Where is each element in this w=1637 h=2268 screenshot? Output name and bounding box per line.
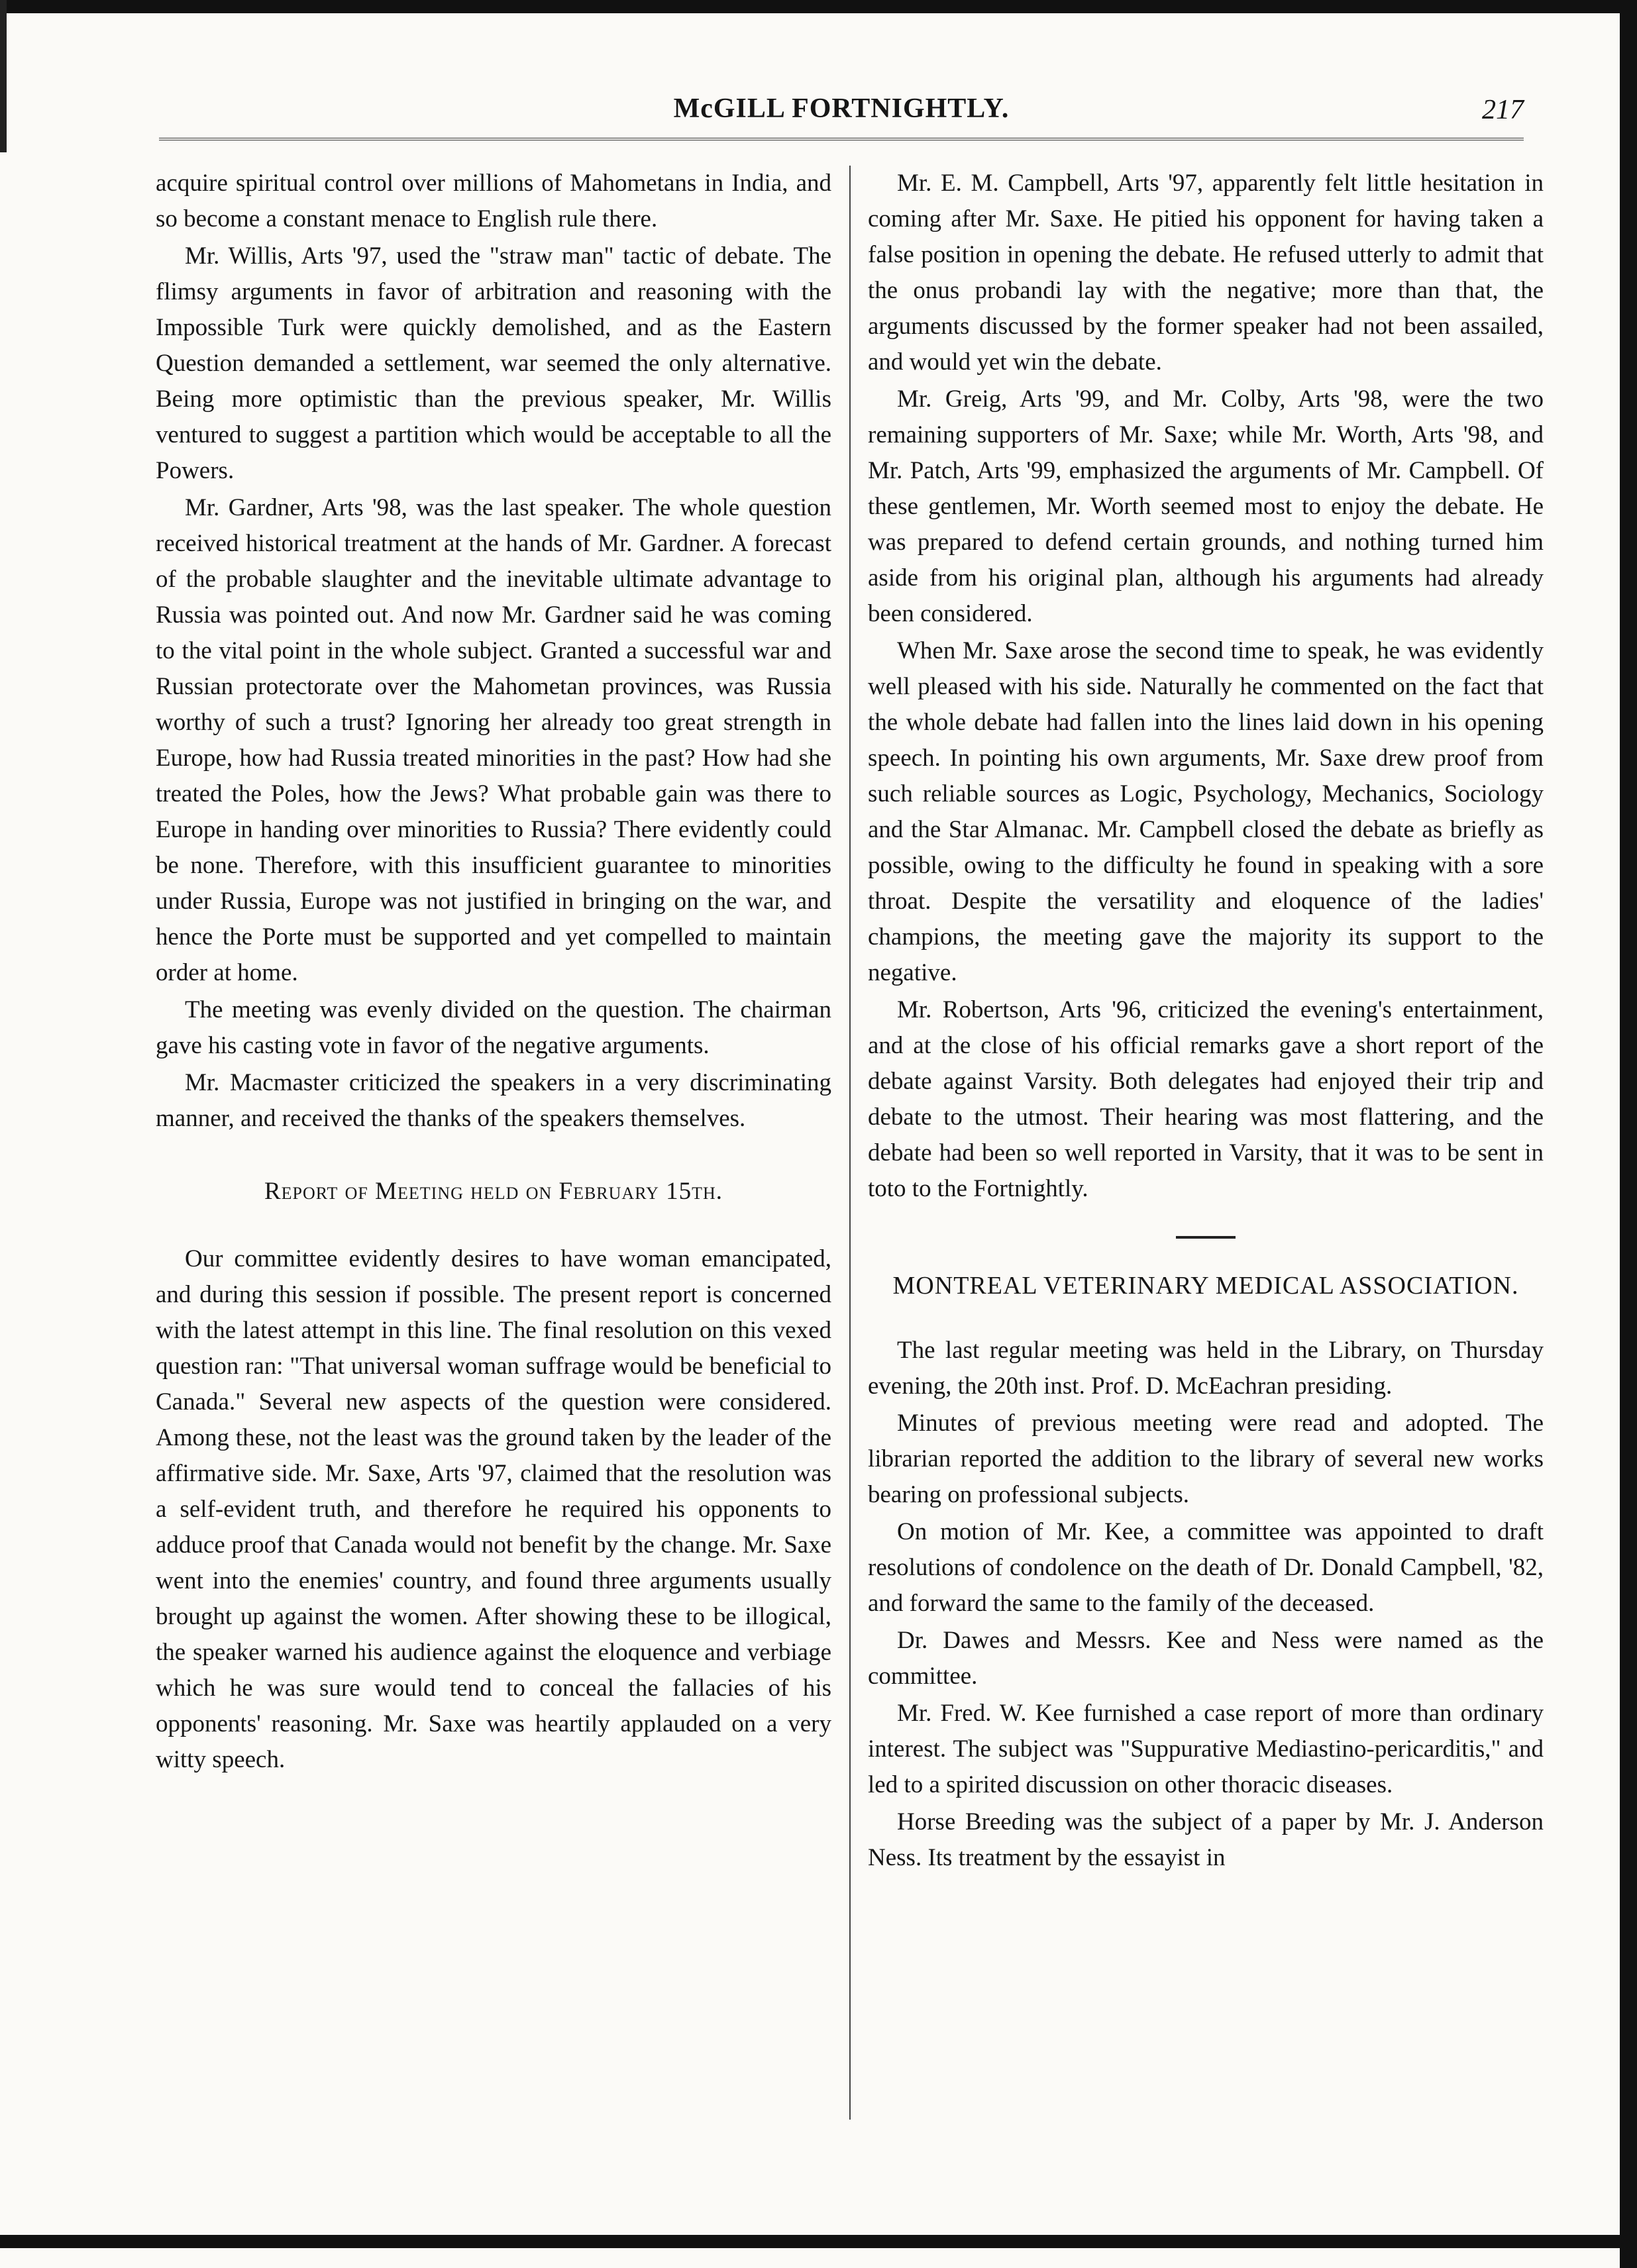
- scan-border-top: [0, 0, 1637, 13]
- scan-border-right: [1620, 0, 1637, 2268]
- section-heading: Report of Meeting held on February 15th.: [264, 1178, 723, 1205]
- paragraph: Minutes of previous meeting were read and adopted. The librarian reported the addition to the library of several new works bearing on professional subjects.: [868, 1410, 1544, 1508]
- paragraph: Mr. E. M. Campbell, Arts '97, apparently felt little hesitation in coming after Mr. Saxe. He pitied his opponent for having taken a false position in opening the debate. He refused utterly to admit that the onus probandi lay with the negative; more than that, the arguments discussed by the former speaker had not been assailed, and would yet win the debate.: [868, 170, 1544, 376]
- paragraph: Mr. Macmaster criticized the speakers in a very discriminating manner, and received the thanks of the speakers themselves.: [156, 1069, 831, 1132]
- section-divider: [1176, 1236, 1236, 1239]
- paragraph: The last regular meeting was held in the Library, on Thursday evening, the 20th inst. Prof. D. McEachran presiding.: [868, 1337, 1544, 1400]
- paragraph: acquire spiritual control over millions of Mahometans in India, and so become a constant menace to English rule there.: [156, 170, 831, 232]
- paragraph: Mr. Fred. W. Kee furnished a case report of more than ordinary interest. The subject was "Suppurative Mediastino-pericarditis," and led to a spirited discussion on other thoracic diseases.: [868, 1700, 1544, 1798]
- left-column: [156, 166, 831, 1779]
- header-rule: [159, 138, 1524, 140]
- right-column: [868, 166, 1544, 1877]
- paragraph: Dr. Dawes and Messrs. Kee and Ness were named as the committee.: [868, 1627, 1544, 1690]
- column-rule: [849, 166, 851, 2120]
- page-number: 217: [1482, 95, 1524, 125]
- paragraph: Horse Breeding was the subject of a paper by Mr. J. Anderson Ness. Its treatment by the essayist in: [868, 1808, 1544, 1871]
- paragraph: The meeting was evenly divided on the question. The chairman gave his casting vote in favor of the negative arguments.: [156, 996, 831, 1059]
- paragraph: Our committee evidently desires to have woman emancipated, and during this session if possible. The present report is concerned with the latest attempt in this line. The final resolution on this vexed question ran: "That universal woman suffrage would be beneficial to Canada." Several new aspects of the question were considered. Among these, not the least was the ground taken by the leader of the affirmative side. Mr. Saxe, Arts '97, claimed that the resolution was a self-evident truth, and therefore he required his opponents to adduce proof that Canada would not benefit by the change. Mr. Saxe went into the enemies' country, and found three arguments usually brought up against the women. After showing these to be illogical, the speaker warned his audience against the eloquence and verbiage which he was sure would tend to conceal the fallacies of his opponents' reasoning. Mr. Saxe was heartily applauded on a very witty speech.: [156, 1245, 831, 1773]
- paragraph: When Mr. Saxe arose the second time to speak, he was evidently well pleased with his side. Naturally he commented on the fact that the whole debate had fallen into the lines laid down in his opening speech. In pointing his own arguments, Mr. Saxe drew proof from such reliable sources as Logic, Psychology, Mechanics, Sociology and the Star Almanac. Mr. Campbell closed the debate as briefly as possible, owing to the difficulty he found in speaking with a sore throat. Despite the versatility and eloquence of the ladies' champions, the meeting gave the majority its support to the negative.: [868, 637, 1544, 986]
- paragraph: Mr. Robertson, Arts '96, criticized the evening's entertainment, and at the close of his official remarks gave a short report of the debate against Varsity. Both delegates had enjoyed their trip and debate to the utmost. Their hearing was most flattering, and the debate had been so well reported in Varsity, that it was to be sent in toto to the Fortnightly.: [868, 996, 1544, 1202]
- paragraph: Mr. Greig, Arts '99, and Mr. Colby, Arts '98, were the two remaining supporters of Mr. Saxe; while Mr. Worth, Arts '98, and Mr. Patch, Arts '99, emphasized the arguments of Mr. Campbell. Of these gentlemen, Mr. Worth seemed most to enjoy the debate. He was prepared to defend certain grounds, and nothing turned him aside from his original plan, although his arguments had already been considered.: [868, 386, 1544, 627]
- running-header: [159, 93, 1524, 132]
- section-heading: MONTREAL VETERINARY MEDICAL ASSOCIATION.: [892, 1272, 1519, 1300]
- scan-border-left: [0, 0, 7, 152]
- journal-title: McGILL FORTNIGHTLY.: [673, 93, 1010, 124]
- scan-border-bottom: [0, 2235, 1637, 2248]
- paragraph: Mr. Willis, Arts '97, used the "straw man" tactic of debate. The flimsy arguments in favor of arbitration and reasoning with the Impossible Turk were quickly demolished, and as the Eastern Question demanded a settlement, war seemed the only alternative. Being more optimistic than the previous speaker, Mr. Willis ventured to suggest a partition which would be acceptable to all the Powers.: [156, 242, 831, 484]
- paragraph: On motion of Mr. Kee, a committee was appointed to draft resolutions of condolence on the death of Dr. Donald Campbell, '82, and forward the same to the family of the deceased.: [868, 1518, 1544, 1617]
- paragraph: Mr. Gardner, Arts '98, was the last speaker. The whole question received historical treatment at the hands of Mr. Gardner. A forecast of the probable slaughter and the inevitable ultimate advantage to Russia was pointed out. And now Mr. Gardner said he was coming to the vital point in the whole subject. Granted a successful war and Russian protectorate over the Mahometan provinces, was Russia worthy of such a trust? Ignoring her already too great strength in Europe, how had Russia treated minorities in the past? How had she treated the Poles, how the Jews? What probable gain was there to Europe in handing over minorities to Russia? There evidently could be none. Therefore, with this insufficient guarantee to minorities under Russia, Europe was not justified in bringing on the war, and hence the Porte must be supported and yet compelled to maintain order at home.: [156, 494, 831, 986]
